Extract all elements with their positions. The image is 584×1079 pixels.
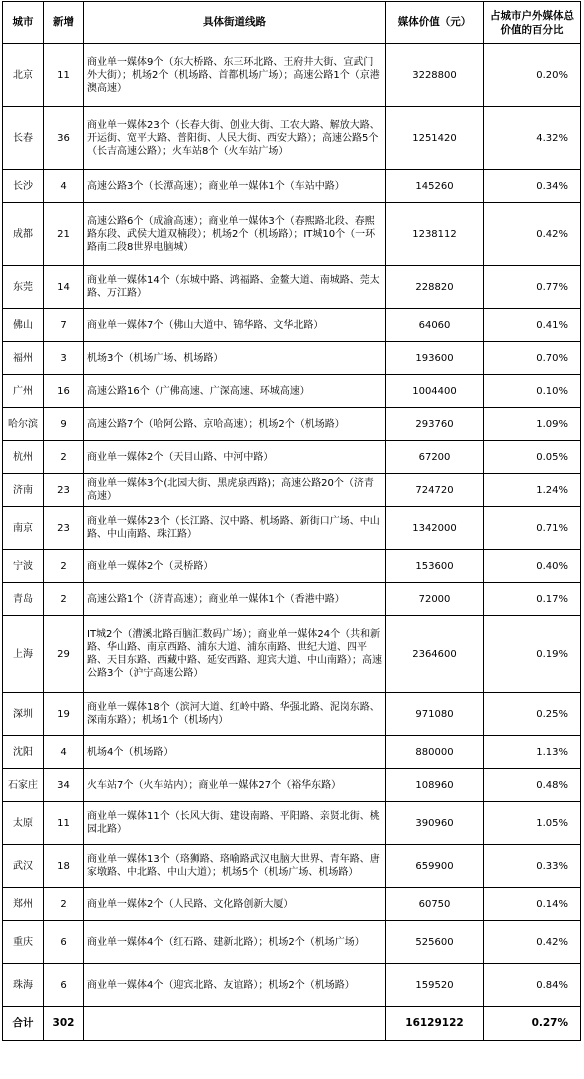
media-value-cell: 1004400 bbox=[386, 375, 484, 408]
media-value-cell: 1251420 bbox=[386, 107, 484, 170]
share-cell: 0.77% bbox=[484, 266, 581, 309]
routes-cell: 机场3个（机场广场、机场路） bbox=[84, 342, 386, 375]
city-cell: 北京 bbox=[3, 44, 44, 107]
media-value-cell: 64060 bbox=[386, 309, 484, 342]
share-cell: 0.19% bbox=[484, 616, 581, 693]
share-cell: 0.10% bbox=[484, 375, 581, 408]
share-cell: 0.41% bbox=[484, 309, 581, 342]
media-value-cell: 724720 bbox=[386, 474, 484, 507]
routes-cell: 高速公路6个（成渝高速）；商业单一媒体3个（春熙路北段、春熙路东段、武侯大道双楠段）；机场2个（机场路）；IT城10个（一环路南二段8世界电脑城） bbox=[84, 203, 386, 266]
table-row bbox=[3, 888, 581, 921]
table-row bbox=[3, 802, 581, 845]
media-value-cell: 971080 bbox=[386, 693, 484, 736]
new-count-cell: 11 bbox=[44, 44, 84, 107]
media-table bbox=[2, 1, 581, 1041]
routes-cell: 商业单一媒体2个（人民路、文化路创新大厦） bbox=[84, 888, 386, 921]
table-row bbox=[3, 769, 581, 802]
city-cell: 福州 bbox=[3, 342, 44, 375]
share-cell: 0.84% bbox=[484, 964, 581, 1007]
table-row bbox=[3, 408, 581, 441]
table-row bbox=[3, 616, 581, 693]
share-cell: 0.14% bbox=[484, 888, 581, 921]
city-cell: 南京 bbox=[3, 507, 44, 550]
new-count-cell: 18 bbox=[44, 845, 84, 888]
new-count-cell: 11 bbox=[44, 802, 84, 845]
city-cell: 长沙 bbox=[3, 170, 44, 203]
city-cell: 济南 bbox=[3, 474, 44, 507]
new-count-cell: 23 bbox=[44, 474, 84, 507]
city-cell: 成都 bbox=[3, 203, 44, 266]
media-value-cell: 60750 bbox=[386, 888, 484, 921]
city-cell: 武汉 bbox=[3, 845, 44, 888]
city-cell: 青岛 bbox=[3, 583, 44, 616]
new-count-cell: 7 bbox=[44, 309, 84, 342]
new-count-cell: 6 bbox=[44, 921, 84, 964]
share-cell: 1.13% bbox=[484, 736, 581, 769]
table-row bbox=[3, 203, 581, 266]
routes-cell: 商业单一媒体4个（迎宾北路、友谊路）；机场2个（机场路） bbox=[84, 964, 386, 1007]
media-value-cell: 3228800 bbox=[386, 44, 484, 107]
new-count-cell: 14 bbox=[44, 266, 84, 309]
routes-cell: 商业单一媒体9个（东大桥路、东三环北路、王府井大街、宣武门外大街）；机场2个（机场路、首都机场广场）；高速公路1个（京港澳高速） bbox=[84, 44, 386, 107]
media-value-cell: 193600 bbox=[386, 342, 484, 375]
header-row bbox=[3, 2, 581, 44]
table-row bbox=[3, 375, 581, 408]
total-label: 合计 bbox=[3, 1007, 44, 1041]
city-cell: 哈尔滨 bbox=[3, 408, 44, 441]
table-row bbox=[3, 550, 581, 583]
routes-cell: 商业单一媒体11个（长风大街、建设南路、平阳路、亲贤北街、桃园北路） bbox=[84, 802, 386, 845]
city-cell: 石家庄 bbox=[3, 769, 44, 802]
city-cell: 重庆 bbox=[3, 921, 44, 964]
media-value-cell: 1342000 bbox=[386, 507, 484, 550]
routes-cell: 高速公路1个（济青高速）；商业单一媒体1个（香港中路） bbox=[84, 583, 386, 616]
new-count-cell: 19 bbox=[44, 693, 84, 736]
new-count-cell: 4 bbox=[44, 170, 84, 203]
media-value-cell: 659900 bbox=[386, 845, 484, 888]
routes-cell: 高速公路3个（长潭高速）；商业单一媒体1个（车站中路） bbox=[84, 170, 386, 203]
new-count-cell: 34 bbox=[44, 769, 84, 802]
total-new: 302 bbox=[44, 1007, 84, 1041]
share-cell: 0.34% bbox=[484, 170, 581, 203]
city-cell: 沈阳 bbox=[3, 736, 44, 769]
share-cell: 0.20% bbox=[484, 44, 581, 107]
total-routes-empty bbox=[84, 1007, 386, 1041]
share-cell: 0.05% bbox=[484, 441, 581, 474]
city-cell: 珠海 bbox=[3, 964, 44, 1007]
table-row bbox=[3, 507, 581, 550]
share-cell: 0.42% bbox=[484, 203, 581, 266]
city-cell: 宁波 bbox=[3, 550, 44, 583]
routes-cell: 商业单一媒体23个（长江路、汉中路、机场路、新街口广场、中山路、中山南路、珠江路） bbox=[84, 507, 386, 550]
header-routes: 具体街道线路 bbox=[84, 2, 386, 44]
city-cell: 杭州 bbox=[3, 441, 44, 474]
total-row bbox=[3, 1007, 581, 1041]
table-row bbox=[3, 845, 581, 888]
routes-cell: IT城2个（漕溪北路百脑汇数码广场）；商业单一媒体24个（共和新路、华山路、南京西路、浦东大道、浦东南路、世纪大道、四平路、天目东路、西藏中路、延安西路、迎宾大道、中山南路）；高速公路3个（沪宁高速公路） bbox=[84, 616, 386, 693]
new-count-cell: 2 bbox=[44, 888, 84, 921]
share-cell: 0.70% bbox=[484, 342, 581, 375]
header-city: 城市 bbox=[3, 2, 44, 44]
routes-cell: 商业单一媒体4个（红石路、建新北路）；机场2个（机场广场） bbox=[84, 921, 386, 964]
new-count-cell: 9 bbox=[44, 408, 84, 441]
table-row bbox=[3, 964, 581, 1007]
routes-cell: 商业单一媒体7个（佛山大道中、锦华路、文华北路） bbox=[84, 309, 386, 342]
city-cell: 佛山 bbox=[3, 309, 44, 342]
share-cell: 1.24% bbox=[484, 474, 581, 507]
media-value-cell: 1238112 bbox=[386, 203, 484, 266]
total-value: 16129122 bbox=[386, 1007, 484, 1041]
routes-cell: 商业单一媒体13个（珞狮路、珞喻路武汉电脑大世界、青年路、唐家墩路、中北路、中山大道）；机场5个（机场广场、机场路） bbox=[84, 845, 386, 888]
media-value-cell: 145260 bbox=[386, 170, 484, 203]
new-count-cell: 2 bbox=[44, 550, 84, 583]
city-cell: 东莞 bbox=[3, 266, 44, 309]
media-value-cell: 2364600 bbox=[386, 616, 484, 693]
new-count-cell: 29 bbox=[44, 616, 84, 693]
new-count-cell: 4 bbox=[44, 736, 84, 769]
table-row bbox=[3, 921, 581, 964]
new-count-cell: 2 bbox=[44, 583, 84, 616]
routes-cell: 机场4个（机场路） bbox=[84, 736, 386, 769]
share-cell: 0.17% bbox=[484, 583, 581, 616]
routes-cell: 商业单一媒体2个（灵桥路） bbox=[84, 550, 386, 583]
routes-cell: 商业单一媒体23个（长春大街、创业大街、工农大路、解放大路、开运街、宽平大路、普阳街、人民大街、西安大路）；高速公路5个（长吉高速公路）；火车站8个（火车站广场） bbox=[84, 107, 386, 170]
share-cell: 1.05% bbox=[484, 802, 581, 845]
table-row bbox=[3, 309, 581, 342]
media-value-cell: 228820 bbox=[386, 266, 484, 309]
table-body bbox=[3, 44, 581, 1007]
table-row bbox=[3, 107, 581, 170]
new-count-cell: 3 bbox=[44, 342, 84, 375]
media-value-cell: 390960 bbox=[386, 802, 484, 845]
total-share: 0.27% bbox=[484, 1007, 581, 1041]
city-cell: 深圳 bbox=[3, 693, 44, 736]
media-value-cell: 108960 bbox=[386, 769, 484, 802]
media-value-cell: 153600 bbox=[386, 550, 484, 583]
media-value-cell: 293760 bbox=[386, 408, 484, 441]
routes-cell: 商业单一媒体14个（东城中路、鸿福路、金鳌大道、南城路、莞太路、万江路） bbox=[84, 266, 386, 309]
header-new: 新增 bbox=[44, 2, 84, 44]
routes-cell: 商业单一媒体2个（天目山路、中河中路） bbox=[84, 441, 386, 474]
routes-cell: 商业单一媒体18个（滨河大道、红岭中路、华强北路、泥岗东路、深南东路）；机场1个（机场内） bbox=[84, 693, 386, 736]
city-cell: 广州 bbox=[3, 375, 44, 408]
routes-cell: 高速公路7个（哈阿公路、京哈高速）；机场2个（机场路） bbox=[84, 408, 386, 441]
media-value-cell: 159520 bbox=[386, 964, 484, 1007]
table-row bbox=[3, 342, 581, 375]
routes-cell: 高速公路16个（广佛高速、广深高速、环城高速） bbox=[84, 375, 386, 408]
share-cell: 0.33% bbox=[484, 845, 581, 888]
table-row bbox=[3, 266, 581, 309]
new-count-cell: 16 bbox=[44, 375, 84, 408]
share-cell: 0.48% bbox=[484, 769, 581, 802]
share-cell: 0.42% bbox=[484, 921, 581, 964]
new-count-cell: 6 bbox=[44, 964, 84, 1007]
routes-cell: 火车站7个（火车站内）；商业单一媒体27个（裕华东路） bbox=[84, 769, 386, 802]
media-value-cell: 67200 bbox=[386, 441, 484, 474]
media-value-cell: 525600 bbox=[386, 921, 484, 964]
share-cell: 4.32% bbox=[484, 107, 581, 170]
media-value-cell: 880000 bbox=[386, 736, 484, 769]
media-value-cell: 72000 bbox=[386, 583, 484, 616]
header-value: 媒体价值（元） bbox=[386, 2, 484, 44]
share-cell: 0.40% bbox=[484, 550, 581, 583]
city-cell: 郑州 bbox=[3, 888, 44, 921]
city-cell: 太原 bbox=[3, 802, 44, 845]
new-count-cell: 23 bbox=[44, 507, 84, 550]
new-count-cell: 21 bbox=[44, 203, 84, 266]
table-row bbox=[3, 583, 581, 616]
table-row bbox=[3, 736, 581, 769]
table-row bbox=[3, 693, 581, 736]
share-cell: 1.09% bbox=[484, 408, 581, 441]
table-row bbox=[3, 441, 581, 474]
new-count-cell: 36 bbox=[44, 107, 84, 170]
city-cell: 上海 bbox=[3, 616, 44, 693]
table-row bbox=[3, 474, 581, 507]
city-cell: 长春 bbox=[3, 107, 44, 170]
new-count-cell: 2 bbox=[44, 441, 84, 474]
share-cell: 0.25% bbox=[484, 693, 581, 736]
table-row bbox=[3, 44, 581, 107]
share-cell: 0.71% bbox=[484, 507, 581, 550]
routes-cell: 商业单一媒体3个(北园大街、黑虎泉西路)；高速公路20个（济青高速） bbox=[84, 474, 386, 507]
table-row bbox=[3, 170, 581, 203]
header-share: 占城市户外媒体总价值的百分比 bbox=[484, 2, 581, 44]
